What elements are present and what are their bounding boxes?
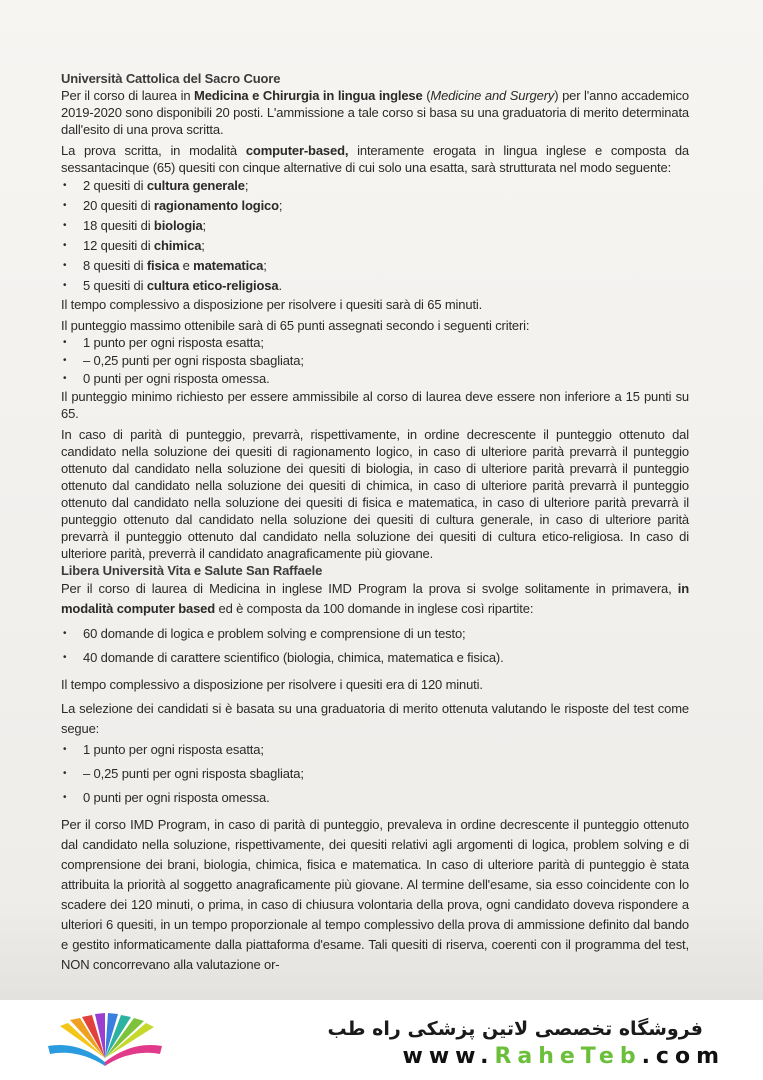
section-title-cattolica: Università Cattolica del Sacro Cuore [61, 71, 281, 86]
section-sanraffaele [61, 562, 689, 975]
sanraffaele-intro: Per il corso di laurea di Medicina in inglese IMD Program la prova si svolge solitamente in primavera, in modalità computer based ed è composta da 100 domande in inglese così ripartite: [61, 581, 689, 616]
cattolica-score-intro: Il punteggio massimo ottenibile sarà di 65 punti assegnati secondo i seguenti criteri: [61, 318, 530, 333]
shop-name: فروشگاه تخصصی لاتین پزشکی راه طب [327, 1018, 703, 1040]
sanraffaele-scoring-list [61, 739, 689, 811]
list-item: • 1 punto per ogni risposta esatta; [61, 739, 689, 763]
sanraffaele-time: Il tempo complessivo a disposizione per risolvere i quesiti era di 120 minuti. [61, 677, 483, 692]
list-item: • 12 quesiti di chimica; [61, 236, 689, 256]
document-body [61, 70, 689, 975]
watermark-footer [0, 1000, 763, 1080]
site-url: www.RaheTeb.com [402, 1044, 725, 1069]
cattolica-time: Il tempo complessivo a disposizione per risolvere i quesiti sarà di 65 minuti. [61, 297, 483, 312]
list-item: • 18 quesiti di biologia; [61, 216, 689, 236]
list-item: • 0 punti per ogni risposta omessa. [61, 787, 689, 811]
list-item: • – 0,25 punti per ogni risposta sbagliata; [61, 763, 689, 787]
list-item: • 20 quesiti di ragionamento logico; [61, 196, 689, 216]
cattolica-minimum: Il punteggio minimo richiesto per essere ammissibile al corso di laurea deve essere non inferiore a 15 punti su 65. [61, 389, 689, 421]
list-item: • 0 punti per ogni risposta omessa. [61, 370, 689, 388]
sanraffaele-parts-list [61, 623, 689, 671]
sanraffaele-tie: Per il corso IMD Program, in caso di parità di punteggio, prevaleva in ordine decrescente il punteggio ottenuto dal candidato nella soluzione, rispettivamente, dei quesiti relativi agli argomenti di logica, problem solving e di comprensione dei brani, biologia, chimica, fisica e matematica. In caso di ulteriore parità di punteggio è stata attribuita la priorità al soggetto anagraficamente più giovane. Al termine dell'esame, sia esso coincidente con lo scadere dei 120 minuti, o prima, in caso di chiusura volontaria della prova, ogni candidato doveva rispondere a ulteriori 6 quesiti, in un tempo proporzionale al tempo complessivo della prova di ammissione definito dal bando e gestito informaticamente dalla piattaforma d'esame. Tali quesiti di riserva, coerenti con il programma del test, NON concorrevano alla valutazione or- [61, 817, 689, 972]
cattolica-scoring-list [61, 334, 689, 388]
sanraffaele-selection: La selezione dei candidati si è basata su una graduatoria di merito ottenuta valutando le risposte del test come segue: [61, 701, 689, 736]
list-item: • 1 punto per ogni risposta esatta; [61, 334, 689, 352]
list-item: • 2 quesiti di cultura generale; [61, 176, 689, 196]
cattolica-prova: La prova scritta, in modalità computer-based, interamente erogata in lingua inglese e composta da sessantacinque (65) quesiti con cinque alternative di cui solo una esatta, sarà strutturata nel modo seguente: [61, 143, 690, 175]
list-item: • 5 quesiti di cultura etico-religiosa. [61, 276, 689, 296]
section-title-sanraffaele: Libera Università Vita e Salute San Raffaele [61, 563, 323, 578]
list-item: • 60 domande di logica e problem solving e comprensione di un testo; [61, 623, 689, 647]
list-item: • – 0,25 punti per ogni risposta sbagliata; [61, 352, 689, 370]
subject-list [61, 176, 689, 296]
open-book-logo [40, 1012, 170, 1072]
cattolica-intro: Per il corso di laurea in Medicina e Chirurgia in lingua inglese (Medicine and Surgery) per l'anno accademico 2019-2020 sono disponibili 20 posti. L'ammissione a tale corso si basa su una graduatoria di merito determinata dall'esito di una prova scritta. [61, 88, 689, 137]
cattolica-tie: In caso di parità di punteggio, prevarrà, rispettivamente, in ordine decrescente il punteggio ottenuto dal candidato nella soluzione dei quesiti di ragionamento logico, in caso di ulteriore parità prevarrà il punteggio ottenuto dal candidato nella soluzione dei quesiti di biologia, in caso di ulteriore parità prevarrà il punteggio ottenuto dal candidato nella soluzione dei quesiti di chimica, in caso di ulteriore parità prevarrà il punteggio ottenuto dal candidato nella soluzione dei quesiti di fisica e matematica, in caso di ulteriore parità prevarrà il punteggio ottenuto dal candidato nella soluzione dei quesiti di cultura generale, in caso di ulteriore parità prevarrà il punteggio ottenuto dal candidato nella soluzione dei quesiti di cultura etico-religiosa. In caso di ulteriore parità, preverrà il candidato anagraficamente più giovane. [61, 427, 689, 561]
list-item: • 40 domande di carattere scientifico (biologia, chimica, matematica e fisica). [61, 647, 689, 671]
list-item: • 8 quesiti di fisica e matematica; [61, 256, 689, 276]
